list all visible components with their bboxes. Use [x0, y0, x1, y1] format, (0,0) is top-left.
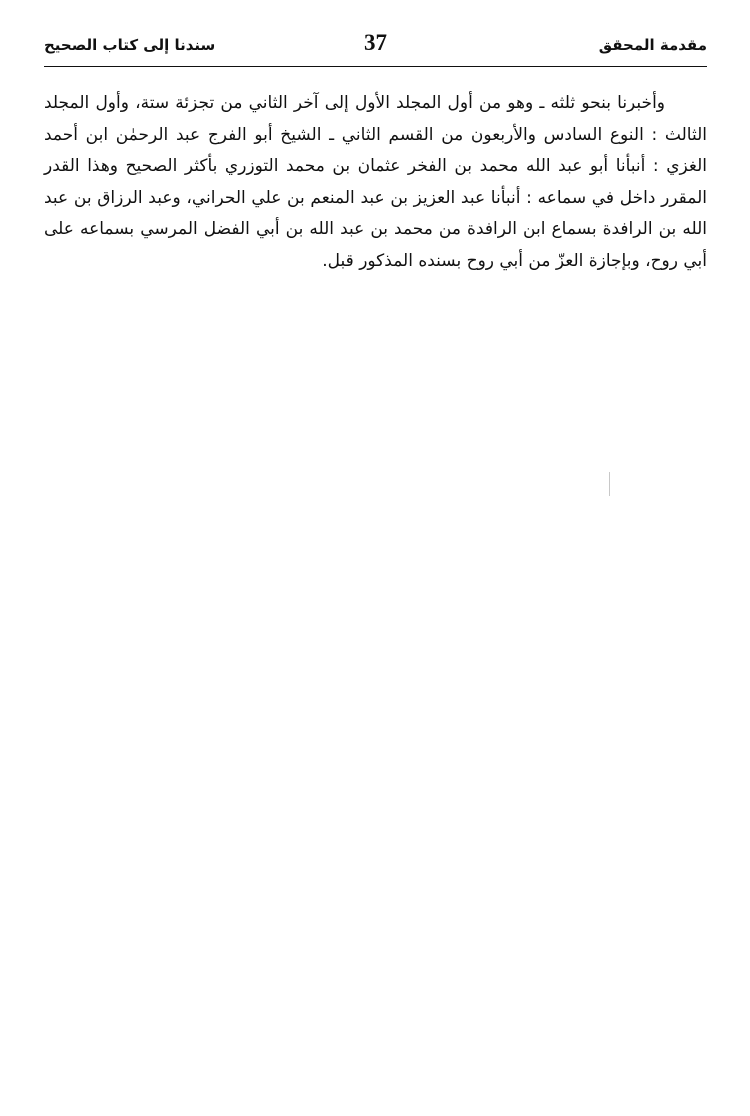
scan-artifact [609, 472, 610, 496]
page-number: 37 [364, 30, 387, 55]
section-title: مقدمة المحقق [598, 36, 707, 54]
body-paragraph: وأخبرنا بنحو ثلثه ـ وهو من أول المجلد الأول إلى آخر الثاني من تجزئة ستة، وأول المجلد الثالث : النوع السادس والأربعون من القسم الثاني ـ الشيخ أبو الفرج عبد الرحمٰن ابن أحمد الغزي : أنبأنا أبو عبد الله محمد بن الفخر عثمان بن محمد التوزري بأكثر الصحيح وهذا القدر المقرر داخل في سماعه : أنبأنا عبد العزيز بن عبد المنعم بن علي الحراني، وعبد الرزاق بن عبد الله بن الرافدة بسماع ابن الرافدة من محمد بن عبد الله بن أبي الفضل المرسي بسماعه على أبي روح، وبإجازة العزّ من أبي روح بسنده المذكور قبل. [44, 93, 707, 271]
chapter-title: سندنا إلى كتاب الصحيح [44, 36, 216, 54]
running-header [44, 30, 707, 64]
body-text [44, 88, 707, 277]
header-divider [44, 66, 707, 67]
